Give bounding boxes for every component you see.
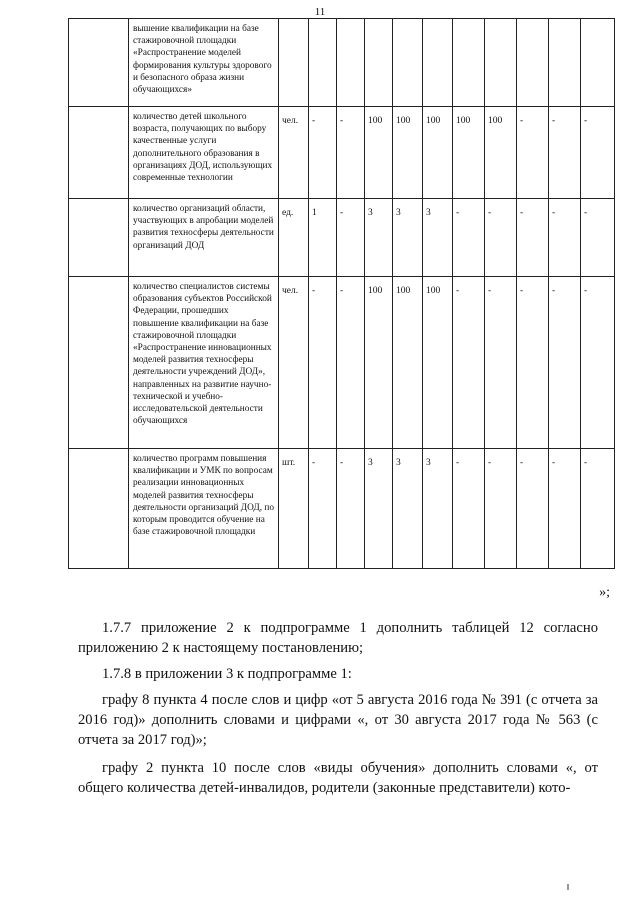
- value-cell: 1: [309, 199, 337, 277]
- indicator-cell: количество детей школьного возраста, получающих по выбору качественные услуги дополнительного образования в организациях ДОД, использующих современные технологии: [129, 107, 279, 199]
- value-cell: -: [485, 199, 517, 277]
- table-row: [69, 107, 615, 199]
- table-row: [69, 199, 615, 277]
- value-cell: 100: [423, 107, 453, 199]
- value-cell: 3: [393, 449, 423, 569]
- value-cell: -: [549, 199, 581, 277]
- scan-mark: [567, 884, 569, 890]
- value-cell: -: [453, 277, 485, 449]
- paragraph-column-8: графу 8 пункта 4 после слов и цифр «от 5 августа 2016 года № 391 (с отчета за 2016 год)» дополнить словами и цифрами «, от 30 августа 2017 года № 563 (с отчета за 2017 год)»;: [78, 692, 598, 748]
- indicator-cell: количество организаций области, участвующих в апробации моделей развития техносферы деятельности организаций ДОД: [129, 199, 279, 277]
- table-row: [69, 277, 615, 449]
- indicator-cell: количество специалистов системы образования субъектов Российской Федерации, прошедших повышение квалификации на базе стажировочной площадки «Распространение инновационных моделей развития техносферы деятельности учреждений ДОД», направленных на развитие научно-технической и учебно-исследовательской деятельности обучающихся: [129, 277, 279, 449]
- value-cell: -: [453, 449, 485, 569]
- unit-cell: шт.: [279, 449, 309, 569]
- closing-quote: »;: [599, 585, 610, 600]
- value-cell: [393, 19, 423, 107]
- table-row: [69, 19, 615, 107]
- value-cell: [581, 19, 615, 107]
- table-row: [69, 449, 615, 569]
- value-cell: 100: [423, 277, 453, 449]
- value-cell: 100: [365, 107, 393, 199]
- value-cell: -: [549, 277, 581, 449]
- value-cell: [517, 19, 549, 107]
- value-cell: 100: [453, 107, 485, 199]
- value-cell: -: [485, 277, 517, 449]
- value-cell: -: [485, 449, 517, 569]
- value-cell: -: [337, 449, 365, 569]
- value-cell: -: [581, 449, 615, 569]
- blank-cell: [69, 449, 129, 569]
- value-cell: -: [581, 107, 615, 199]
- value-cell: -: [337, 107, 365, 199]
- value-cell: -: [337, 277, 365, 449]
- value-cell: 100: [365, 277, 393, 449]
- paragraph-column-2: графу 2 пункта 10 после слов «виды обучения» дополнить словами «, от общего количества детей-инвалидов, родители (законные представители) кото-: [78, 760, 598, 796]
- value-cell: [309, 19, 337, 107]
- value-cell: 3: [423, 449, 453, 569]
- unit-cell: чел.: [279, 277, 309, 449]
- blank-cell: [69, 199, 129, 277]
- value-cell: 100: [393, 277, 423, 449]
- value-cell: [365, 19, 393, 107]
- value-cell: [549, 19, 581, 107]
- unit-cell: [279, 19, 309, 107]
- value-cell: -: [581, 199, 615, 277]
- unit-cell: чел.: [279, 107, 309, 199]
- value-cell: 3: [365, 449, 393, 569]
- value-cell: -: [337, 199, 365, 277]
- value-cell: -: [309, 449, 337, 569]
- value-cell: -: [309, 277, 337, 449]
- blank-cell: [69, 277, 129, 449]
- paragraph-1-7-7: 1.7.7 приложение 2 к подпрограмме 1 дополнить таблицей 12 согласно приложению 2 к настоящему постановлению;: [78, 620, 598, 656]
- unit-cell: ед.: [279, 199, 309, 277]
- value-cell: -: [453, 199, 485, 277]
- value-cell: -: [549, 449, 581, 569]
- value-cell: 3: [365, 199, 393, 277]
- value-cell: 100: [485, 107, 517, 199]
- value-cell: [423, 19, 453, 107]
- page-number: 11: [314, 6, 326, 18]
- value-cell: -: [581, 277, 615, 449]
- indicators-table: [68, 18, 615, 569]
- value-cell: [337, 19, 365, 107]
- paragraph-1-7-8: 1.7.8 в приложении 3 к подпрограмме 1:: [102, 666, 352, 682]
- blank-cell: [69, 107, 129, 199]
- value-cell: 100: [393, 107, 423, 199]
- value-cell: 3: [393, 199, 423, 277]
- indicator-cell: вышение квалификации на базе стажировочной площадки «Распространение моделей формирования культуры здорового и безопасного образа жизни обучающихся»: [129, 19, 279, 107]
- value-cell: -: [517, 107, 549, 199]
- indicator-cell: количество программ повышения квалификации и УМК по вопросам реализации инновационных моделей развития техносферы деятельности организаций ДОД, по которым проводится обучение на базе стажировочной площадки: [129, 449, 279, 569]
- value-cell: -: [517, 449, 549, 569]
- value-cell: -: [309, 107, 337, 199]
- blank-cell: [69, 19, 129, 107]
- value-cell: [453, 19, 485, 107]
- value-cell: 3: [423, 199, 453, 277]
- value-cell: [485, 19, 517, 107]
- value-cell: -: [517, 277, 549, 449]
- value-cell: -: [549, 107, 581, 199]
- value-cell: -: [517, 199, 549, 277]
